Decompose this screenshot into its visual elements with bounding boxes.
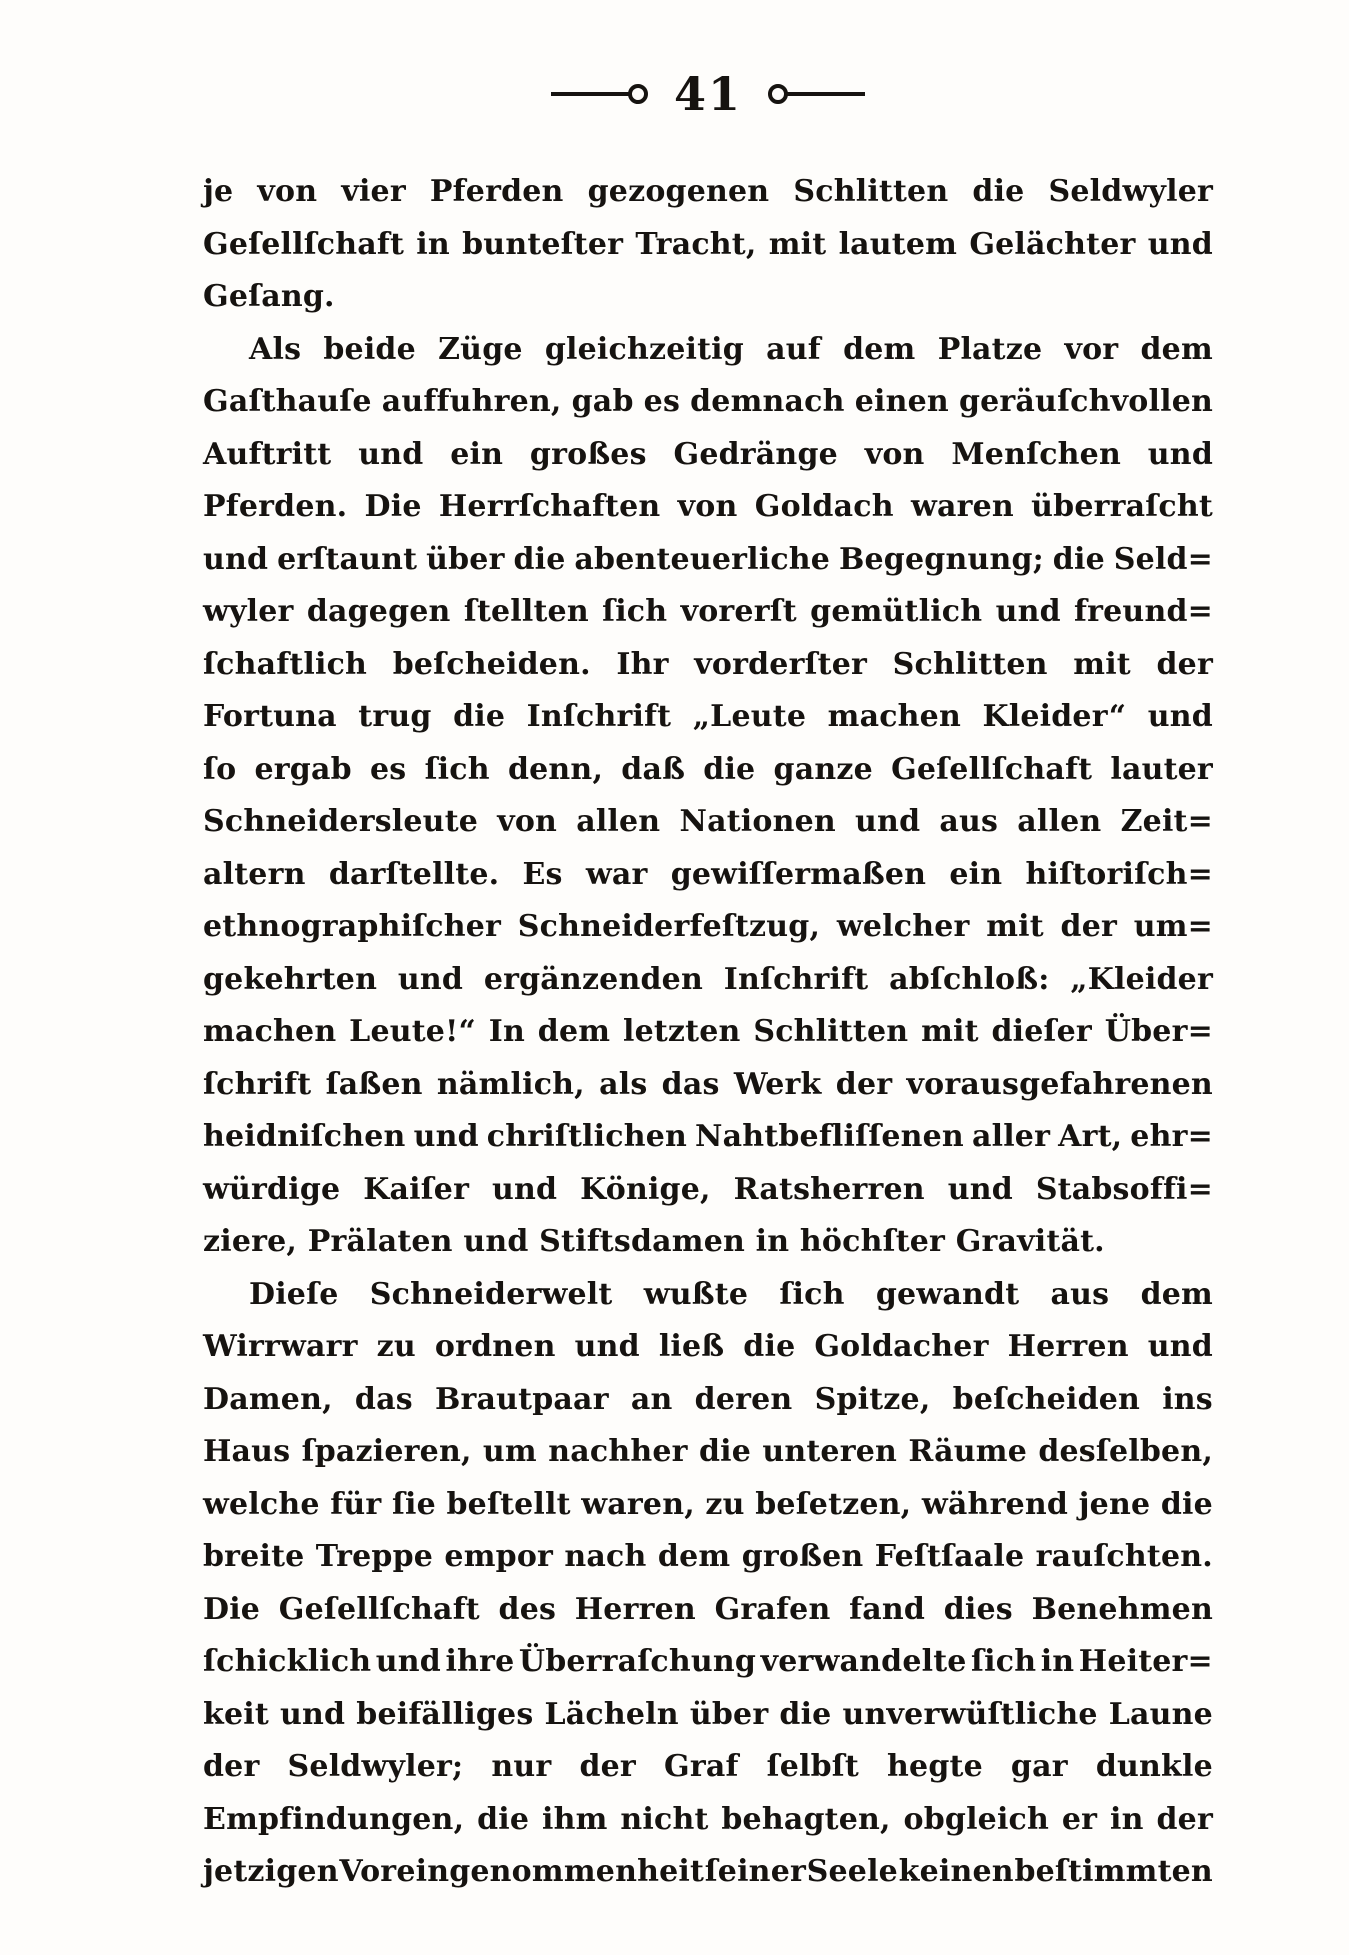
word: desſelben,	[1038, 1434, 1213, 1469]
word: ergänzenden	[483, 961, 703, 997]
word: Art,	[1058, 1119, 1123, 1154]
word: nach	[564, 1539, 647, 1574]
word: abſchloß:	[889, 961, 1050, 997]
text-line	[203, 1479, 1213, 1532]
word: die	[513, 541, 566, 577]
word: Als	[249, 331, 302, 367]
word: Geſellſchaft	[278, 1591, 480, 1627]
word: vorderſter	[694, 646, 868, 682]
word: gezogenen	[587, 174, 770, 209]
word: dem	[1140, 331, 1213, 367]
word: zu	[705, 1486, 745, 1522]
word: Schlitten	[753, 1014, 909, 1049]
word: ſchicklich	[203, 1644, 372, 1679]
word: waren	[910, 489, 1014, 524]
word: in	[416, 226, 450, 262]
word: mit	[768, 226, 827, 262]
word: und	[358, 436, 424, 472]
word: das	[661, 1066, 720, 1102]
word: Goldacher	[814, 1329, 989, 1364]
word: behagten,	[721, 1801, 891, 1837]
word: wußte	[643, 1276, 749, 1312]
word: jene	[1078, 1486, 1151, 1522]
word: dagegen	[306, 594, 451, 629]
word: allen	[1017, 804, 1102, 839]
word: dunkle	[1095, 1749, 1213, 1784]
word: und	[413, 1119, 479, 1154]
word: ſich	[971, 1644, 1037, 1679]
word: Schneiderwelt	[369, 1276, 613, 1312]
word: Gedränge	[673, 436, 838, 472]
word: von	[257, 174, 318, 209]
word: des	[498, 1591, 557, 1627]
text-line	[203, 744, 1213, 797]
word: nicht	[620, 1801, 709, 1837]
word: ein	[949, 856, 1003, 892]
word: in	[1040, 1644, 1075, 1679]
word: deren	[694, 1381, 793, 1417]
word: ganze	[773, 751, 873, 787]
word: Werk	[733, 1066, 822, 1102]
text-line	[203, 849, 1213, 902]
word: Schneiderfeſtzug,	[517, 909, 821, 944]
word: welcher	[836, 909, 970, 944]
word: vorerſt	[680, 594, 797, 629]
word: mit	[1073, 646, 1131, 682]
word: dem	[843, 331, 916, 367]
word: breite	[203, 1539, 305, 1574]
word: Feſtſaale	[874, 1539, 1025, 1574]
text-line	[203, 1164, 1213, 1217]
word: gleichzeitig	[544, 331, 744, 367]
word: Leute!“	[349, 1014, 476, 1049]
word: und	[1147, 436, 1213, 472]
word: Haus	[203, 1434, 291, 1469]
word: beſtellt	[446, 1486, 571, 1522]
word: Die	[364, 489, 422, 524]
word: als	[599, 1066, 648, 1102]
word: und	[492, 1171, 558, 1207]
word: es	[370, 751, 407, 787]
word: vor	[1064, 331, 1119, 367]
word: Fortuna	[203, 699, 337, 734]
word: gewandt	[875, 1276, 1020, 1312]
word: Die	[203, 1591, 261, 1627]
word: um	[482, 1434, 537, 1469]
word: ſtellten	[463, 594, 589, 629]
word: Herren	[1007, 1329, 1129, 1364]
word: Zeit=	[1120, 804, 1213, 839]
word: und	[280, 1696, 346, 1732]
word: altern	[203, 856, 306, 892]
word: nur	[491, 1749, 552, 1784]
word: der	[835, 1066, 893, 1102]
word: obgleich	[903, 1801, 1050, 1837]
text-line	[203, 796, 1213, 849]
word: an	[630, 1381, 673, 1417]
word: ſchrift	[203, 1066, 312, 1102]
text-line	[203, 376, 1213, 429]
text-line	[203, 1374, 1213, 1427]
word: das	[354, 1381, 413, 1417]
word: nachher	[548, 1434, 688, 1469]
word: Gaſthauſe	[203, 384, 372, 419]
word: beſetzen,	[755, 1486, 912, 1522]
word: Herrſchaften	[438, 489, 661, 524]
text-line	[203, 1321, 1213, 1374]
word: „Leute	[692, 699, 807, 734]
word: Pferden.	[203, 489, 348, 524]
word: die	[453, 699, 506, 734]
word: ergab	[254, 751, 352, 787]
word: jetzigen	[203, 1854, 339, 1889]
word: dem	[657, 1539, 731, 1574]
word: Laune	[1108, 1696, 1213, 1732]
word: Seld=	[1113, 541, 1213, 577]
word: Lächeln	[544, 1696, 679, 1732]
text-line	[203, 1059, 1213, 1112]
word: wyler	[203, 594, 294, 629]
word: vier	[341, 174, 406, 209]
word: Tracht,	[635, 226, 757, 262]
word: Heiter=	[1078, 1644, 1213, 1679]
word: der	[203, 1749, 260, 1784]
word: Inſchrift	[723, 961, 869, 997]
word: und	[574, 1329, 640, 1364]
word: der	[1156, 646, 1213, 682]
word: und	[1147, 226, 1213, 262]
word: hiſtoriſch=	[1025, 856, 1213, 892]
word: aus	[1050, 1276, 1110, 1312]
word: Ihr	[616, 646, 669, 682]
word: Platze	[937, 331, 1043, 367]
word: Ratsherren	[733, 1171, 925, 1207]
word: welche	[203, 1486, 320, 1522]
word: ließ	[658, 1329, 725, 1364]
text-line	[203, 1584, 1213, 1637]
word: fand	[849, 1591, 926, 1627]
word: Benehmen	[1031, 1591, 1213, 1627]
word: geräuſchvollen	[958, 384, 1213, 419]
word: Brautpaar	[434, 1381, 609, 1417]
word: daß	[621, 751, 686, 787]
word: Räume	[908, 1434, 1028, 1469]
text-line: Geſang.	[203, 279, 335, 314]
word: ins	[1162, 1381, 1213, 1417]
word: der	[1060, 909, 1117, 944]
word: und	[397, 961, 464, 997]
word: Schlitten	[892, 646, 1048, 682]
word: bunteſter	[462, 226, 624, 262]
word: für	[330, 1486, 382, 1522]
header-circle-left-icon	[628, 84, 648, 104]
word: und	[1147, 699, 1213, 734]
text-line	[203, 1689, 1213, 1742]
word: Menſchen	[951, 436, 1121, 472]
page-text	[203, 166, 1213, 1899]
word: Pferden	[429, 174, 564, 209]
word: heidniſchen	[203, 1119, 406, 1154]
word: die	[743, 1329, 796, 1364]
word: die	[698, 1434, 752, 1469]
word: er	[1061, 1801, 1098, 1837]
text-line	[203, 166, 1213, 219]
word: demnach	[690, 384, 845, 419]
word: chriſtlichen	[486, 1119, 688, 1154]
word: freund=	[1074, 594, 1213, 629]
word: die	[779, 1696, 832, 1732]
word: allen	[576, 804, 661, 839]
word: ethnographiſcher	[203, 909, 502, 944]
word: Züge	[438, 331, 523, 367]
word: Graf	[664, 1749, 739, 1784]
word: Über=	[1104, 1014, 1213, 1049]
header-rule-right-icon	[787, 92, 865, 96]
text-line: ziere, Prälaten und Stiftsdamen in höchſter Gravität.	[203, 1224, 1105, 1259]
word: machen	[827, 699, 961, 734]
word: die	[1160, 1486, 1213, 1522]
word: zu	[376, 1329, 416, 1364]
text-line	[203, 1006, 1213, 1059]
text-line	[203, 1426, 1213, 1479]
word: über	[426, 541, 505, 577]
word: dieſer	[991, 1014, 1092, 1049]
word: Schneidersleute	[203, 804, 479, 839]
text-line	[203, 481, 1213, 534]
word: mit	[921, 1014, 979, 1049]
word: beide	[323, 331, 416, 367]
word: großen	[741, 1539, 864, 1574]
text-line	[203, 586, 1213, 639]
word: war	[585, 856, 648, 892]
word: unverwüſtliche	[842, 1696, 1098, 1732]
word: Schlitten	[793, 174, 949, 209]
word: Dieſe	[249, 1276, 339, 1312]
word: die	[477, 1801, 530, 1837]
word: aller	[971, 1119, 1051, 1154]
word: ſie	[391, 1486, 436, 1522]
text-line	[203, 901, 1213, 954]
page-number: 41	[673, 67, 742, 121]
word: Überraſchung	[518, 1644, 757, 1679]
word: Nationen	[679, 804, 836, 839]
word: auffuhren,	[381, 384, 562, 419]
word: der	[579, 1749, 636, 1784]
word: nämlich,	[436, 1066, 585, 1102]
text-line	[203, 1636, 1213, 1689]
word: ſpazieren,	[301, 1434, 472, 1469]
word: beſcheiden.	[392, 646, 591, 682]
word: letzten	[622, 1014, 741, 1049]
word: Voreingenommenheit	[339, 1854, 705, 1889]
word: machen	[203, 1014, 337, 1049]
word: abenteuerliche	[574, 541, 831, 577]
word: Seele	[806, 1854, 898, 1889]
text-line	[203, 639, 1213, 692]
text-line	[203, 429, 1213, 482]
word: empor	[444, 1539, 554, 1574]
word: Seldwyler	[1048, 174, 1213, 209]
word: aus	[939, 804, 999, 839]
word: keinen	[898, 1854, 1014, 1889]
word: Goldach	[754, 489, 894, 524]
word: In	[488, 1014, 525, 1049]
text-line	[203, 1794, 1213, 1847]
word: ihre	[445, 1644, 515, 1679]
word: ſaßen	[325, 1066, 423, 1102]
word: von	[864, 436, 925, 472]
word: lautem	[838, 226, 958, 262]
word: und	[855, 804, 921, 839]
text-line	[203, 1111, 1213, 1164]
text-line	[203, 324, 1213, 377]
word: ſich	[424, 751, 490, 787]
word: gewiſſermaßen	[670, 856, 927, 892]
word: Kaiſer	[363, 1171, 470, 1207]
word: von	[677, 489, 738, 524]
word: Treppe	[315, 1539, 434, 1574]
word: beifälliges	[356, 1696, 534, 1732]
word: hegte	[887, 1749, 983, 1784]
word: einen	[854, 384, 949, 419]
header-rule-left-icon	[551, 92, 629, 96]
text-line	[203, 219, 1213, 272]
page-header	[203, 68, 1213, 120]
word: waren,	[581, 1486, 695, 1522]
word: Kleider“	[982, 699, 1127, 734]
word: je	[203, 174, 234, 209]
word: und	[995, 594, 1061, 629]
word: die	[1052, 541, 1105, 577]
word: keit	[203, 1696, 269, 1732]
text-line	[203, 1846, 1213, 1899]
text-line	[203, 954, 1213, 1007]
word: Damen,	[203, 1381, 333, 1417]
word: Gelächter	[969, 226, 1136, 262]
word: ſo	[203, 751, 237, 787]
word: beſcheiden	[952, 1381, 1141, 1417]
word: unteren	[762, 1434, 897, 1469]
word: Seldwyler;	[287, 1749, 464, 1784]
word: ordnen	[434, 1329, 556, 1364]
word: ſeiner	[704, 1854, 806, 1889]
word: mit	[986, 909, 1044, 944]
word: Nahtbefliſſenen	[695, 1119, 964, 1154]
text-line	[203, 1741, 1213, 1794]
word: würdige	[203, 1171, 341, 1207]
word: ein	[450, 436, 504, 472]
word: es	[643, 384, 681, 419]
word: die	[703, 751, 756, 787]
word: der	[1156, 1801, 1213, 1837]
word: ſich	[602, 594, 668, 629]
word: beſtimmten	[1014, 1854, 1213, 1889]
word: großes	[529, 436, 647, 472]
word: ſich	[779, 1276, 845, 1312]
word: rauſchten.	[1035, 1539, 1213, 1574]
word: gekehrten	[203, 961, 378, 997]
word: erſtaunt	[277, 541, 418, 577]
word: dem	[1140, 1276, 1213, 1312]
word: und	[375, 1644, 441, 1679]
word: überraſcht	[1031, 489, 1213, 524]
word: ſelbſt	[766, 1749, 859, 1784]
word: ehr=	[1130, 1119, 1213, 1154]
word: Grafen	[714, 1591, 831, 1627]
word: in	[1110, 1801, 1144, 1837]
word: vorausgefahrenen	[906, 1066, 1213, 1102]
word: Es	[522, 856, 563, 892]
word: ſchaftlich	[203, 646, 368, 682]
word: und	[1147, 1329, 1213, 1364]
word: Geſellſchaft	[891, 751, 1093, 787]
word: denn,	[507, 751, 604, 787]
text-line	[203, 1269, 1213, 1322]
word: die	[972, 174, 1025, 209]
word: Könige,	[580, 1171, 711, 1207]
word: und	[203, 541, 269, 577]
word: Begegnung;	[838, 541, 1044, 577]
word: gemütlich	[810, 594, 983, 629]
word: Empfindungen,	[203, 1801, 465, 1837]
word: über	[689, 1696, 769, 1732]
text-line	[203, 534, 1213, 587]
word: Auftritt	[203, 436, 332, 472]
word: „Kleider	[1070, 961, 1213, 997]
word: Spitze,	[814, 1381, 931, 1417]
word: ihm	[541, 1801, 608, 1837]
word: trug	[358, 699, 432, 734]
word: gar	[1010, 1749, 1068, 1784]
text-line	[203, 691, 1213, 744]
word: dies	[943, 1591, 1013, 1627]
word: Inſchrift	[526, 699, 672, 734]
word: auf	[766, 331, 821, 367]
word: um=	[1133, 909, 1213, 944]
word: gab	[571, 384, 634, 419]
word: darſtellte.	[328, 856, 500, 892]
word: dem	[537, 1014, 611, 1049]
word: Stabsoffi=	[1035, 1171, 1213, 1207]
word: Herren	[574, 1591, 696, 1627]
word: Geſellſchaft	[203, 226, 405, 262]
word: während	[921, 1486, 1069, 1522]
word: und	[947, 1171, 1013, 1207]
word: von	[497, 804, 558, 839]
word: verwandelte	[760, 1644, 967, 1679]
word: lauter	[1110, 751, 1213, 787]
header-circle-right-icon	[768, 84, 788, 104]
word: Wirrwarr	[203, 1329, 358, 1364]
text-line	[203, 1531, 1213, 1584]
